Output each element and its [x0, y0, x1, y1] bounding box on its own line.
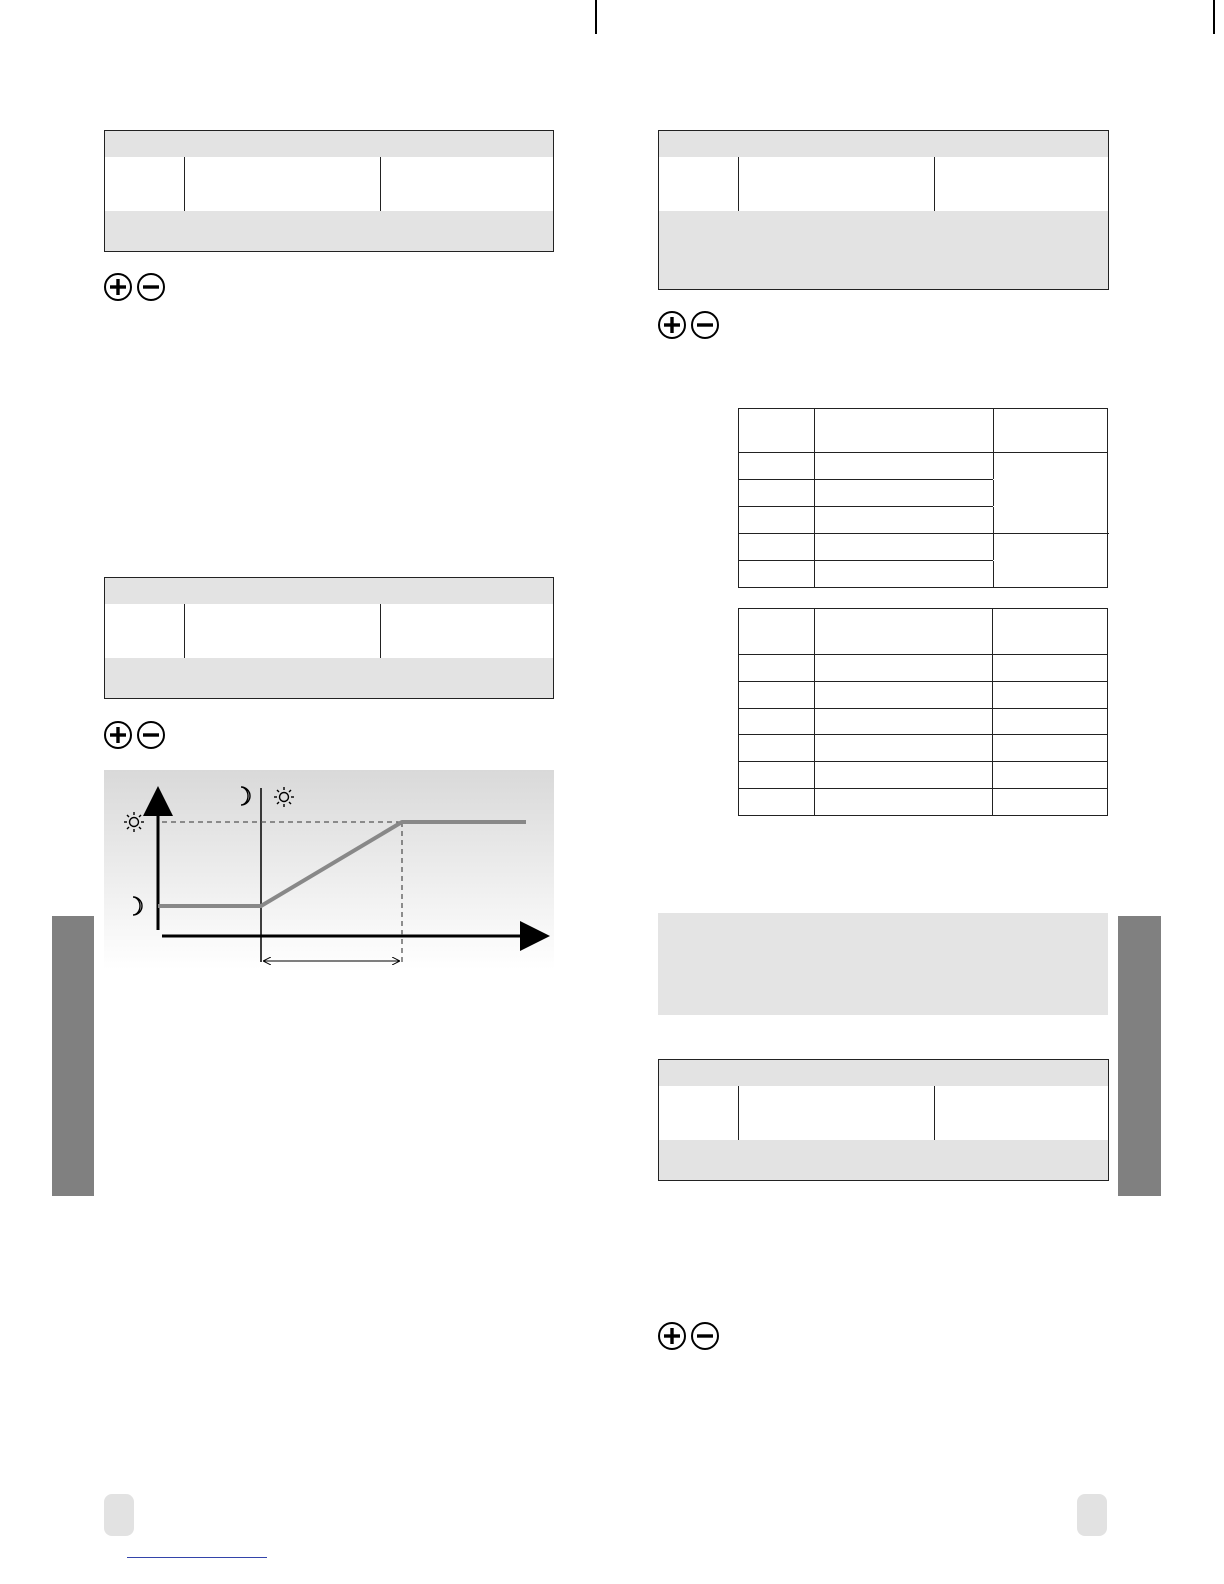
table-cell	[739, 735, 815, 761]
minus-circle-icon	[138, 274, 164, 300]
table-cell	[739, 762, 815, 788]
table-cell	[738, 157, 935, 184]
parameter-table-4	[658, 1059, 1109, 1181]
plus-circle-icon	[105, 274, 131, 300]
table-row	[105, 604, 553, 632]
table-cell	[659, 1086, 739, 1113]
table-cell	[739, 480, 815, 506]
table-cell	[814, 409, 994, 452]
table-footer	[105, 658, 553, 698]
plus-circle-icon	[659, 1323, 685, 1349]
table-cell	[184, 631, 381, 658]
table-row	[105, 157, 553, 185]
table-cell	[739, 682, 815, 708]
table-row	[659, 157, 1108, 185]
table-row	[105, 631, 553, 659]
table-cell	[739, 409, 815, 452]
table-cell	[814, 762, 993, 788]
table-cell	[814, 507, 994, 533]
table-cell	[738, 1086, 935, 1113]
top-rule-right	[1213, 0, 1215, 34]
table-cell	[105, 157, 185, 184]
table-row	[659, 1113, 1108, 1141]
table-row	[739, 655, 1107, 682]
table-cell	[738, 1113, 935, 1140]
table-cell	[659, 184, 739, 211]
table-header	[659, 1060, 1108, 1087]
table-cell	[814, 561, 994, 587]
table-cell	[739, 561, 815, 587]
plus-minus-icons	[103, 272, 167, 302]
minus-circle-icon	[692, 312, 718, 338]
table-row	[739, 682, 1107, 709]
chart-background	[104, 770, 554, 970]
top-rule-left	[595, 0, 597, 34]
table-cell	[105, 604, 185, 631]
table-row	[739, 561, 993, 587]
table-cell	[814, 534, 994, 560]
table-header-row	[739, 409, 1107, 453]
table-row	[739, 534, 993, 561]
table-cell	[184, 604, 381, 631]
table-cell	[105, 631, 185, 658]
table-cell	[659, 1113, 739, 1140]
plus-minus-icons	[657, 310, 721, 340]
table-cell	[184, 157, 381, 184]
table-cell	[814, 655, 993, 681]
table-header	[105, 131, 553, 158]
table-row	[739, 735, 1107, 762]
page-number-tab-right	[1077, 1494, 1107, 1536]
table-cell	[739, 452, 815, 479]
minus-circle-icon	[692, 1323, 718, 1349]
table-footer	[105, 211, 553, 251]
table-cell	[659, 157, 739, 184]
table-row	[659, 1086, 1108, 1114]
table-row	[739, 762, 1107, 789]
table-cell	[738, 184, 935, 211]
transition-chart	[104, 770, 554, 970]
value-table-b	[738, 608, 1108, 816]
note-box	[658, 913, 1108, 1015]
table-cell	[739, 655, 815, 681]
minus-circle-icon	[138, 722, 164, 748]
table-cell	[739, 534, 815, 560]
table-row	[739, 480, 993, 507]
transition-chart-svg	[104, 770, 554, 970]
table-cell	[105, 184, 185, 211]
value-table-a	[738, 408, 1108, 588]
table-cell	[814, 609, 993, 654]
table-row	[739, 789, 1107, 815]
section-tab-left	[52, 916, 94, 1196]
footer-link-underline[interactable]	[127, 1557, 267, 1558]
merged-cell-divider	[993, 533, 1109, 534]
page-number-tab-left	[104, 1494, 134, 1536]
plus-circle-icon	[105, 722, 131, 748]
table-cell	[814, 682, 993, 708]
parameter-table-1	[104, 130, 554, 252]
table-cell	[739, 507, 815, 533]
table-header	[105, 578, 553, 605]
table-cell	[184, 184, 381, 211]
table-footer	[659, 211, 1108, 289]
parameter-table-3	[658, 130, 1109, 290]
table-header	[659, 131, 1108, 158]
section-tab-right	[1118, 916, 1161, 1196]
table-row	[659, 184, 1108, 212]
table-cell	[814, 452, 994, 479]
table-cell	[814, 480, 994, 506]
table-header-row	[739, 609, 1107, 655]
table-cell	[739, 609, 815, 654]
table-cell	[739, 789, 815, 815]
table-row	[105, 184, 553, 212]
table-cell	[814, 789, 993, 815]
table-footer	[659, 1140, 1108, 1180]
table-row	[739, 452, 993, 480]
table-cell	[739, 709, 815, 734]
parameter-table-2	[104, 577, 554, 699]
table-row	[739, 709, 1107, 735]
table-cell	[814, 735, 993, 761]
plus-minus-icons	[103, 720, 167, 750]
plus-minus-icons	[657, 1321, 721, 1351]
table-row	[739, 507, 993, 534]
table-cell	[814, 709, 993, 734]
plus-circle-icon	[659, 312, 685, 338]
